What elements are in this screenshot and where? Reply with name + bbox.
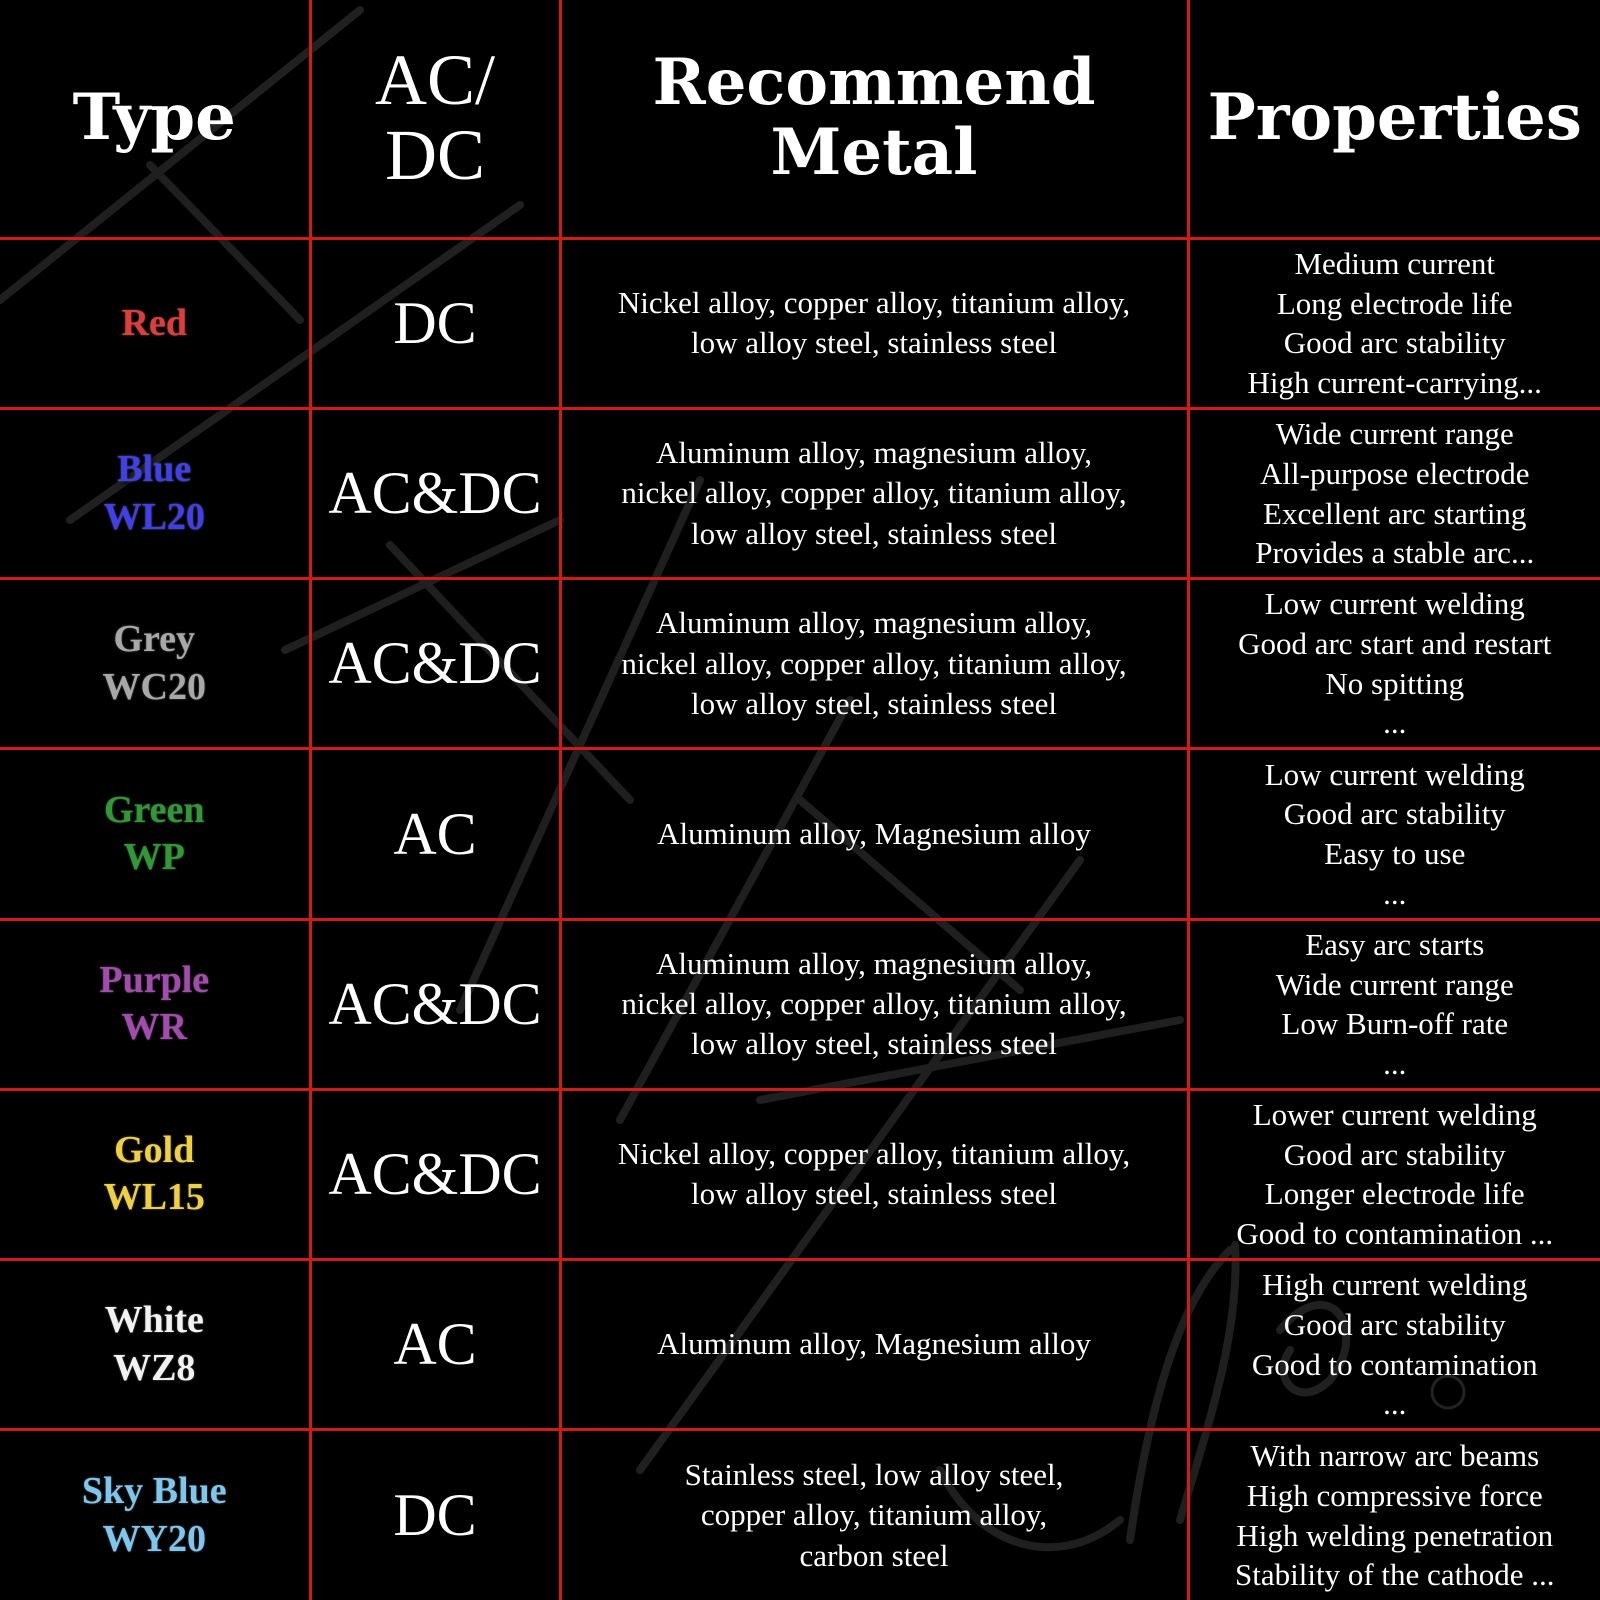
type-color-name: Green	[103, 788, 205, 831]
type-color-name: Grey	[113, 618, 196, 661]
metal-line: Nickel alloy, copper alloy, titanium alloy,	[617, 285, 1131, 321]
property-line: With narrow arc beams	[1250, 1438, 1540, 1474]
property-line: Good arc start and restart	[1238, 626, 1552, 662]
property-line: Easy to use	[1324, 836, 1466, 871]
property-line: Provides a stable arc...	[1255, 535, 1535, 571]
metal-line: low alloy steel, stainless steel	[691, 1176, 1057, 1212]
property-line: Good arc stability	[1283, 325, 1506, 361]
properties-cell	[1188, 1430, 1600, 1600]
property-line: Good to contamination ...	[1236, 1216, 1554, 1252]
property-line: ...	[1383, 875, 1407, 911]
type-cell	[0, 238, 310, 408]
property-line: Long electrode life	[1276, 285, 1513, 321]
property-line: Good to contamination	[1251, 1346, 1538, 1382]
current-type-cell: AC	[310, 1260, 560, 1430]
property-line: High compressive force	[1246, 1477, 1543, 1513]
property-line: ...	[1383, 1386, 1407, 1422]
property-line: Easy arc starts	[1305, 926, 1485, 962]
property-line: Wide current range	[1275, 416, 1514, 452]
property-line: ...	[1383, 705, 1407, 741]
metal-line: Stainless steel, low alloy steel,	[684, 1457, 1064, 1493]
type-code: WR	[121, 1006, 187, 1049]
recommend-metal-cell	[560, 1089, 1188, 1259]
current-type-cell: DC	[310, 1430, 560, 1600]
property-line: Stability of the cathode ...	[1235, 1557, 1555, 1593]
properties-cell	[1188, 919, 1600, 1089]
metal-line: Nickel alloy, copper alloy, titanium alloy,	[617, 1136, 1131, 1172]
properties-cell	[1188, 749, 1600, 919]
recommend-metal-cell	[560, 919, 1188, 1089]
table-row	[0, 579, 1600, 749]
type-color-name: Sky Blue	[81, 1470, 227, 1513]
recommend-metal-cell	[560, 1260, 1188, 1430]
type-header: Type	[0, 0, 310, 238]
properties-cell	[1188, 238, 1600, 408]
current-type-cell: AC&DC	[310, 579, 560, 749]
property-line: ...	[1383, 1045, 1407, 1081]
type-cell	[0, 579, 310, 749]
metal-line: Aluminum alloy, magnesium alloy,	[656, 435, 1092, 471]
type-cell	[0, 1260, 310, 1430]
table-row	[0, 1260, 1600, 1430]
table-row	[0, 919, 1600, 1089]
recommend-metal-cell	[560, 579, 1188, 749]
current-type-cell: AC&DC	[310, 919, 560, 1089]
table-row	[0, 1089, 1600, 1259]
table-row	[0, 409, 1600, 579]
property-line: Wide current range	[1275, 966, 1514, 1002]
table-body	[0, 238, 1600, 1600]
properties-header: Properties	[1188, 0, 1600, 238]
acdc-header-line1: AC/	[374, 39, 496, 120]
metal-line: low alloy steel, stainless steel	[691, 515, 1057, 551]
current-type-cell: DC	[310, 238, 560, 408]
current-type-cell: AC&DC	[310, 409, 560, 579]
property-line: Low current welding	[1264, 586, 1525, 622]
acdc-header	[310, 0, 560, 238]
recommend-metal-cell	[560, 749, 1188, 919]
property-line: Longer electrode life	[1264, 1176, 1525, 1212]
metal-line: nickel alloy, copper alloy, titanium alloy,	[621, 986, 1127, 1022]
property-line: Low current welding	[1264, 756, 1525, 792]
recommend-metal-cell	[560, 1430, 1188, 1600]
metal-line: nickel alloy, copper alloy, titanium alloy,	[621, 645, 1127, 681]
type-code: WP	[123, 836, 185, 878]
current-type-cell: AC&DC	[310, 1089, 560, 1259]
property-line: High current welding	[1262, 1267, 1528, 1303]
type-color-name: Blue	[117, 448, 192, 491]
property-line: Excellent arc starting	[1263, 495, 1527, 531]
type-color-name: Gold	[114, 1128, 195, 1171]
metal-line: copper alloy, titanium alloy,	[700, 1497, 1048, 1533]
type-code: WL15	[103, 1176, 205, 1219]
type-cell	[0, 409, 310, 579]
property-line: Good arc stability	[1283, 1306, 1506, 1342]
property-line: Lower current welding	[1252, 1097, 1537, 1133]
type-cell	[0, 1430, 310, 1600]
metal-line: carbon steel	[799, 1537, 949, 1573]
property-line: High welding penetration	[1236, 1517, 1554, 1553]
type-code: WY20	[102, 1517, 206, 1560]
metal-line: low alloy steel, stainless steel	[691, 1026, 1057, 1062]
recommend-metal-cell	[560, 238, 1188, 408]
properties-cell	[1188, 409, 1600, 579]
header-row	[0, 0, 1600, 238]
table-row	[0, 749, 1600, 919]
table-row	[0, 1430, 1600, 1600]
type-cell	[0, 1089, 310, 1259]
type-code: WC20	[102, 665, 206, 708]
properties-cell	[1188, 1089, 1600, 1259]
metal-line: Aluminum alloy, Magnesium alloy	[657, 1326, 1091, 1362]
property-line: Good arc stability	[1283, 796, 1506, 832]
metal-line: low alloy steel, stainless steel	[691, 325, 1057, 361]
metal-header: Recommend Metal	[560, 0, 1188, 238]
current-type-cell: AC	[310, 749, 560, 919]
metal-line: nickel alloy, copper alloy, titanium alloy,	[621, 475, 1127, 511]
metal-line: Aluminum alloy, magnesium alloy,	[656, 945, 1092, 981]
property-line: Low Burn-off rate	[1281, 1006, 1509, 1042]
acdc-header-line2: DC	[384, 115, 486, 196]
recommend-metal-cell	[560, 409, 1188, 579]
property-line: High current-carrying...	[1247, 365, 1542, 401]
table-row	[0, 238, 1600, 408]
metal-line: low alloy steel, stainless steel	[691, 685, 1057, 721]
property-line: Medium current	[1294, 246, 1496, 282]
property-line: No spitting	[1325, 665, 1465, 701]
metal-line: Aluminum alloy, magnesium alloy,	[656, 605, 1092, 641]
type-cell	[0, 919, 310, 1089]
property-line: All-purpose electrode	[1260, 455, 1530, 491]
properties-cell	[1188, 1260, 1600, 1430]
properties-cell	[1188, 579, 1600, 749]
type-color-name: Purple	[99, 958, 210, 1001]
type-code: WL20	[103, 495, 205, 538]
type-color-name: Red	[121, 301, 187, 344]
metal-line: Aluminum alloy, Magnesium alloy	[657, 815, 1091, 851]
property-line: Good arc stability	[1283, 1136, 1506, 1172]
type-cell	[0, 749, 310, 919]
type-code: WZ8	[113, 1346, 196, 1389]
type-color-name: White	[104, 1299, 204, 1342]
